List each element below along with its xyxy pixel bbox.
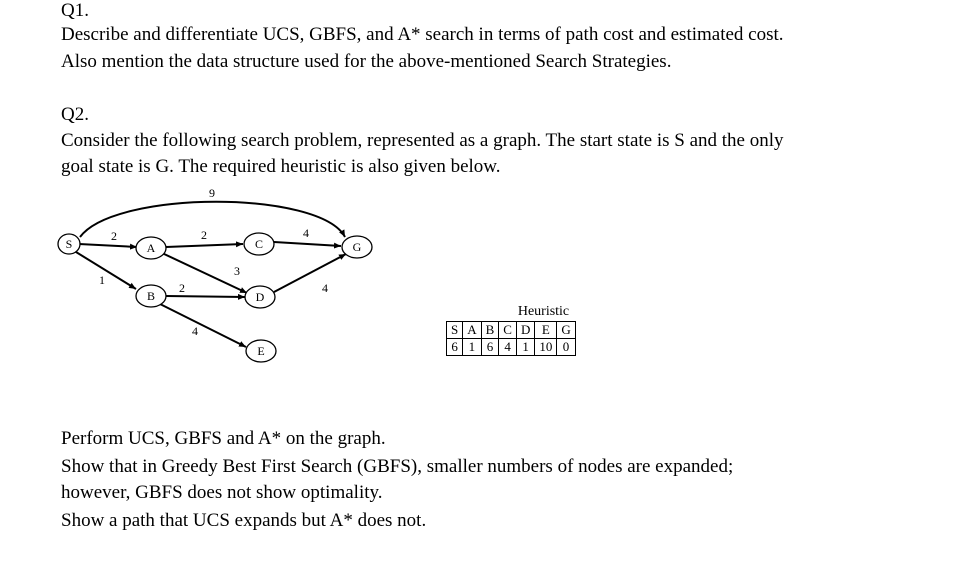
heuristic-value: 1 [463,339,481,356]
node-b-label: B [146,289,156,303]
node-g-label: G [352,240,362,254]
task-line2: Show that in Greedy Best First Search (GBFS), smaller numbers of nodes are expanded; [61,456,734,477]
q1-text-line2: Also mention the data structure used for the above-mentioned Search Strategies. [61,51,672,72]
weight-b-e: 4 [192,324,198,338]
heuristic-value: 6 [447,339,463,356]
heuristic-state: G [557,322,575,339]
node-a-label: A [146,241,156,255]
q2-text-line2: goal state is G. The required heuristic is also given below. [61,156,501,177]
q2-text-line1: Consider the following search problem, represented as a graph. The start state is S and the only [61,130,784,151]
heuristic-state: A [463,322,481,339]
heuristic-states-row [447,322,576,339]
task-line1: Perform UCS, GBFS and A* on the graph. [61,428,386,449]
edge-b-e [160,304,246,347]
weight-s-g: 9 [209,186,215,200]
task-line4: Show a path that UCS expands but A* does not. [61,510,427,531]
weight-b-d: 2 [179,281,185,295]
edge-a-c [166,244,243,247]
heuristic-value: 1 [516,339,534,356]
weight-a-c: 2 [201,228,207,242]
node-c-label: C [254,237,264,251]
heuristic-state: E [535,322,557,339]
edge-s-b [76,252,136,289]
node-e-label: E [257,344,265,358]
node-d-label: D [255,290,265,304]
heuristic-value: 6 [481,339,499,356]
weight-d-g: 4 [322,281,328,295]
heuristic-state: C [499,322,517,339]
edge-b-d [166,296,245,297]
weight-a-d: 3 [234,264,240,278]
heuristic-state: B [481,322,499,339]
q2-label: Q2. [61,104,89,125]
heuristic-value: 0 [557,339,575,356]
weight-s-b: 1 [99,273,105,287]
edge-s-a [79,244,137,247]
search-graph [55,180,385,365]
q1-label: Q1. [61,0,89,21]
heuristic-state: D [516,322,534,339]
node-s-label: S [65,237,73,251]
edge-c-g [274,242,341,246]
heuristic-value: 10 [535,339,557,356]
task-line3: however, GBFS does not show optimality. [61,482,383,503]
edge-d-g [274,254,346,292]
heuristic-state: S [447,322,463,339]
weight-c-g: 4 [303,226,309,240]
weight-s-a: 2 [111,229,117,243]
heuristic-table [446,321,576,356]
q1-text-line1: Describe and differentiate UCS, GBFS, and A* search in terms of path cost and estimated cost. [61,24,784,45]
heuristic-values-row [447,339,576,356]
heuristic-value: 4 [499,339,517,356]
heuristic-title: Heuristic [517,304,570,319]
